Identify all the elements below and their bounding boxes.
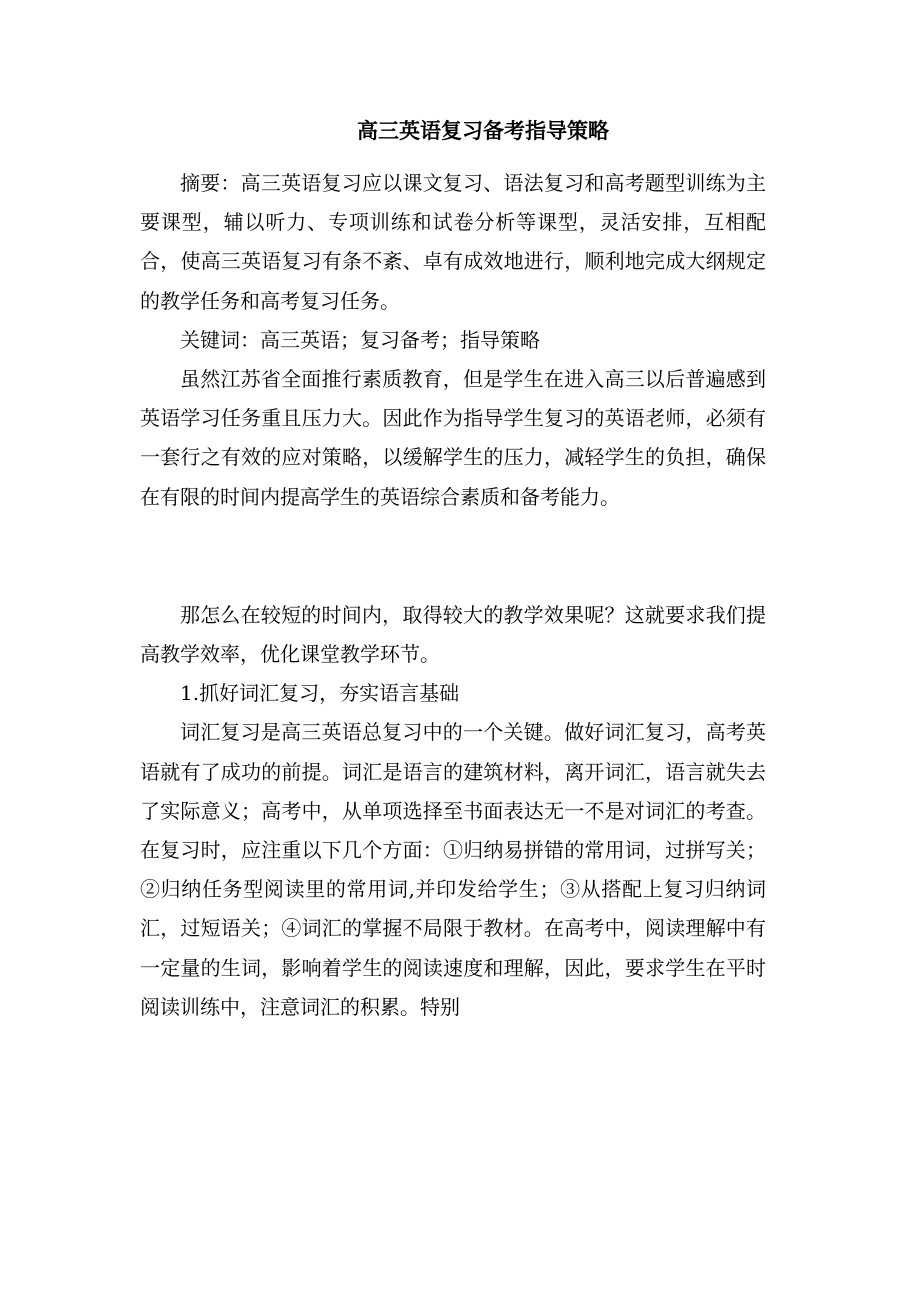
- document-body: [140, 164, 766, 1027]
- keywords-paragraph: 关键词：高三英语；复习备考；指导策略: [180, 327, 540, 352]
- document-title: 高三英语复习备考指导策略: [357, 118, 609, 143]
- section-heading: 1.抓好词汇复习，夯实语言基础: [180, 681, 460, 706]
- vocabulary-paragraph: 词汇复习是高三英语总复习中的一个关键。做好词汇复习，高考英语就有了成功的前提。词汇是语言的建筑材料，离开词汇，语言就失去了实际意义；高考中，从单项选择至书面表达无一不是对词汇的考查。在复习时，应注重以下几个方面：①归纳易拼错的常用词，过拼写关；②归纳任务型阅读里的常用词,并印发给学生；③从搭配上复习归纳词汇，过短语关；④词汇的掌握不局限于教材。在高考中，阅读理解中有一定量的生词，影响着学生的阅读速度和理解，因此，要求学生在平时阅读训练中，注意词汇的积累。特别: [140, 720, 766, 1019]
- intro-paragraph: 虽然江苏省全面推行素质教育，但是学生在进入高三以后普遍感到英语学习任务重且压力大。因此作为指导学生复习的英语老师，必须有一套行之有效的应对策略，以缓解学生的压力，减轻学生的负担，确保在有限的时间内提高学生的英语综合素质和备考能力。: [140, 367, 766, 509]
- question-paragraph: 那怎么在较短的时间内，取得较大的教学效果呢？这就要求我们提高教学效率，优化课堂教学环节。: [140, 602, 766, 667]
- paragraph-gap: [140, 517, 766, 596]
- abstract-paragraph: 摘要：高三英语复习应以课文复习、语法复习和高考题型训练为主要课型，辅以听力、专项训练和试卷分析等课型，灵活安排，互相配合，使高三英语复习有条不紊、卓有成效地进行，顺利地完成大纲规定的教学任务和高考复习任务。: [140, 171, 766, 313]
